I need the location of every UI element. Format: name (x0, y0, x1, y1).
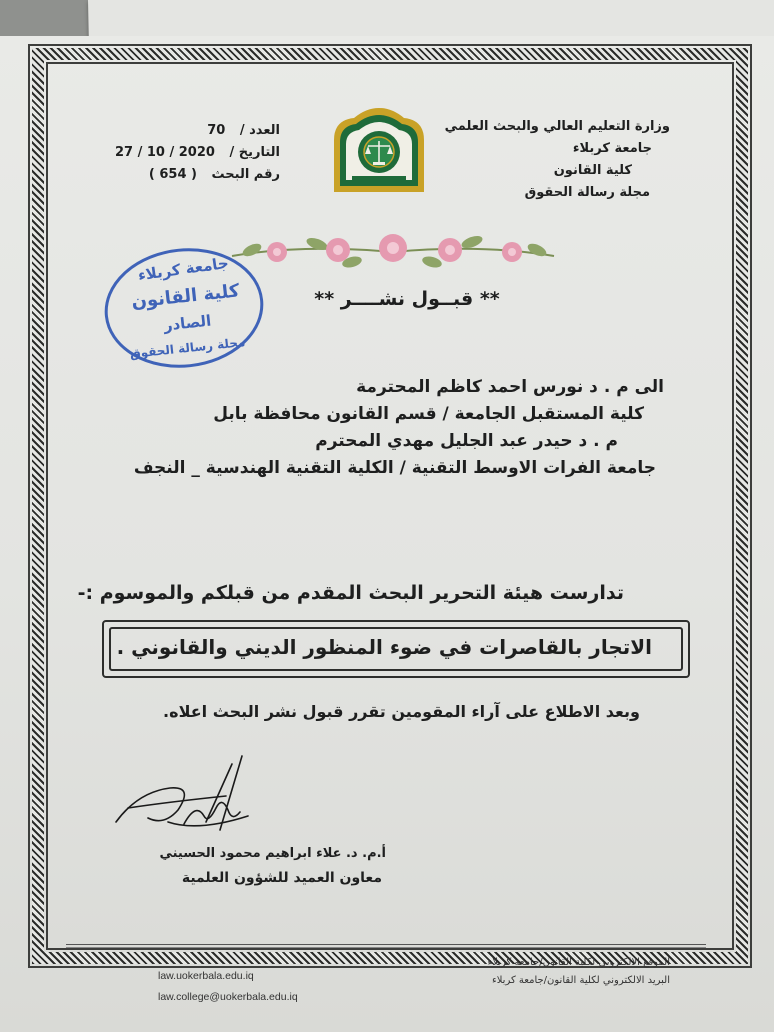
research-label: رقم البحث (211, 167, 280, 182)
issue-row (80, 120, 280, 142)
recipient-line: الى م . د نورس احمد كاظم المحترمة (356, 377, 664, 397)
intro-text: تدارست هيئة التحرير البحث المقدم من قبلكم والموسوم :- (77, 582, 624, 604)
journal-name: مجلة رسالة الحقوق (524, 185, 650, 200)
signer-name: أ.م. د. علاء ابراهيم محمود الحسيني (159, 846, 386, 861)
decision-text: وبعد الاطلاع على آراء المقومين تقرر قبول نشر البحث اعلاه. (163, 702, 640, 721)
recipient-line: جامعة الفرات الاوسط التقنية / الكلية التقنية الهندسية _ النجف (133, 458, 656, 478)
header-reference (80, 120, 280, 186)
issue-value: 70 (207, 123, 226, 138)
footer-email-label: البريد الالكتروني لكلية القانون/جامعة كربلاء (492, 975, 670, 986)
footer-website-link[interactable]: law.uokerbala.edu.iq (158, 970, 254, 982)
date-value: 27 / 10 / 2020 (114, 145, 215, 160)
floral-divider-icon (222, 226, 564, 276)
stamp-line-college: كلية القانون (130, 280, 241, 313)
date-label: التاريخ / (229, 145, 280, 160)
page-title: ** قبــول نشــــر ** (314, 288, 500, 310)
footer-divider (66, 944, 706, 945)
recipient-line: م . د حيدر عبد الجليل مهدي المحترم (315, 431, 618, 451)
footer-website-label: الموقع الالكتروني لكلية القانون/جامعة كربلاء (487, 957, 670, 968)
research-value: ( 654 ) (148, 167, 197, 182)
footer-labels (488, 954, 670, 990)
ministry-name: وزارة التعليم العالي والبحث العلمي (444, 119, 670, 134)
research-number-row (80, 164, 280, 186)
journal-emblem-icon (326, 106, 432, 196)
college-name: كلية القانون (553, 163, 632, 178)
footer-contacts (158, 966, 298, 1008)
research-title-box (102, 620, 690, 678)
stamp-line-issued: الصادر (162, 311, 213, 335)
recipients-block (134, 374, 664, 482)
issue-label: العدد / (239, 123, 280, 138)
stamp-line-university: جامعة كربلاء (136, 253, 230, 285)
footer-divider-thin (66, 947, 706, 948)
signer-block (126, 842, 386, 890)
footer-email-link[interactable]: law.college@uokerbala.edu.iq (158, 991, 298, 1003)
recipient-line: كلية المستقبل الجامعة / قسم القانون محافظة بابل (213, 404, 644, 424)
stamp-line-journal: مجلة رسالة الحقوق (129, 335, 246, 362)
university-name: جامعة كربلاء (572, 141, 652, 156)
header-institution (445, 116, 670, 204)
date-row (80, 142, 280, 164)
handwritten-signature (108, 752, 258, 852)
signer-position: معاون العميد للشؤون العلمية (181, 870, 382, 886)
research-title: الاتجار بالقاصرات في ضوء المنظور الديني والقانوني . (116, 635, 652, 659)
